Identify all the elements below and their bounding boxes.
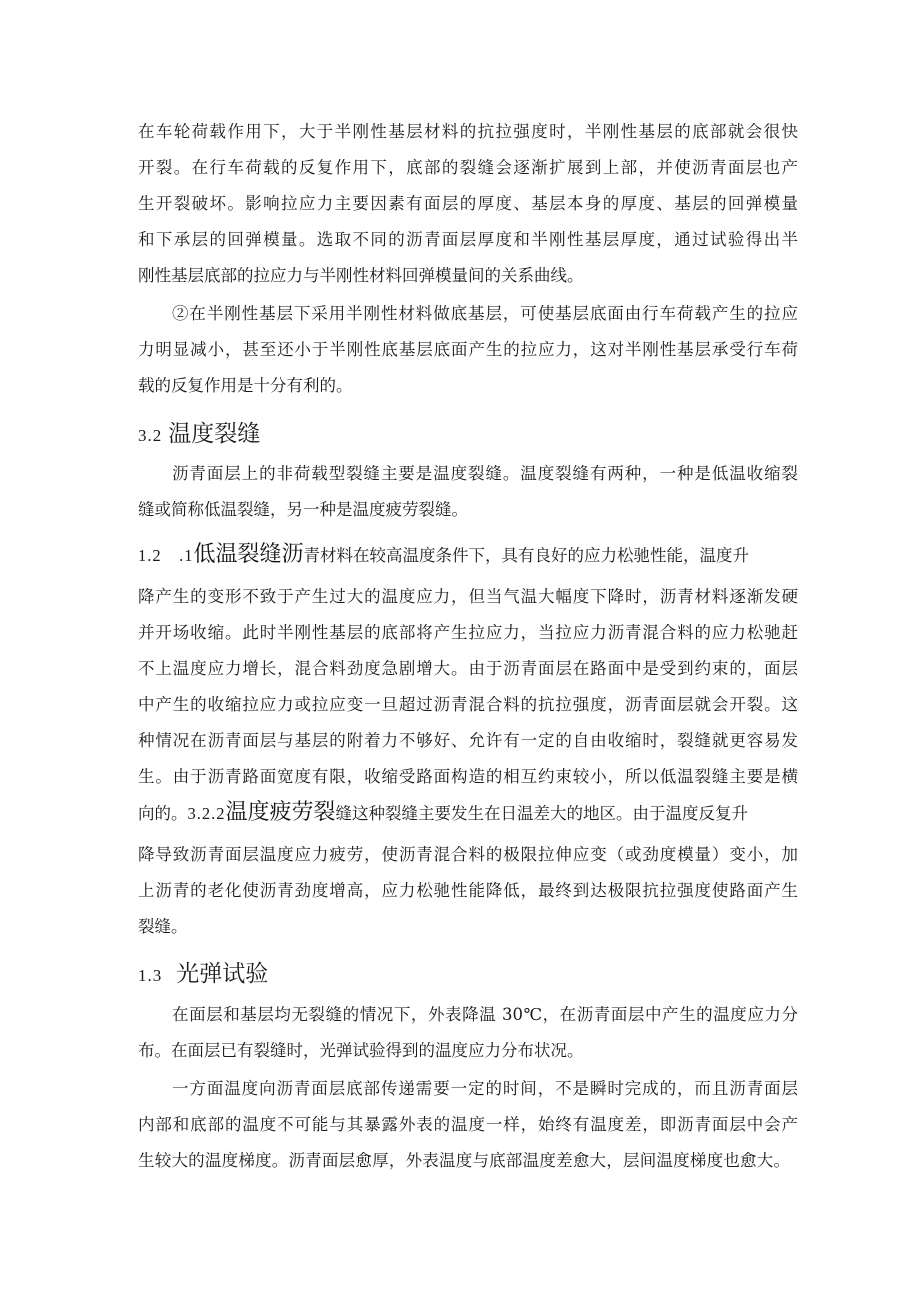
- paragraph-line: 内部和底部的温度不可能与其暴露外表的温度一样，始终有温度差，即沥青面层中会产: [138, 1115, 798, 1134]
- paragraph-line: 布。在面层已有裂缝时，光弹试验得到的温度应力分布状况。: [138, 1041, 584, 1060]
- paragraph-line: 沥青面层上的非荷载型裂缝主要是温度裂缝。温度裂缝有两种，一种是低温收缩裂: [172, 464, 798, 483]
- paragraph-line: 不上温度应力增长，混合料劲度急剧增大。由于沥青面层在路面中是受到约束的，面层: [138, 659, 798, 678]
- paragraph-line: ②在半刚性基层下采用半刚性材料做底基层，可使基层底面由行车荷载产生的拉应: [172, 304, 798, 323]
- subsection-number: 3.2.2: [187, 804, 226, 823]
- paragraph-line: 生较大的温度梯度。沥青面层愈厚，外表温度与底部温度差愈大，层间温度梯度也愈大。: [138, 1151, 790, 1170]
- inline-heading-line: [138, 541, 798, 570]
- section-number: 3.2: [138, 426, 163, 445]
- paragraph-text: 青材料在较高温度条件下，具有良好的应力松驰性能，温度升: [303, 546, 750, 565]
- subsection-title: 低温裂缝沥: [193, 542, 304, 567]
- paragraph-line: 和下承层的回弹模量。选取不同的沥青面层厚度和半刚性基层厚度，通过试验得出半: [138, 230, 798, 249]
- subsection-title: 温度疲劳裂: [225, 800, 336, 825]
- subsection-number: 1.2 .1: [138, 546, 194, 565]
- section-title: 温度裂缝: [168, 421, 261, 447]
- section-number: 1.3: [138, 966, 163, 985]
- paragraph-line: 在面层和基层均无裂缝的情况下，外表降温 30℃，在沥青面层中产生的温度应力分: [172, 1005, 798, 1024]
- paragraph-line: 种情况在沥青面层与基层的附着力不够好、允许有一定的自由收缩时，裂缝就更容易发: [138, 731, 798, 750]
- section-heading-3-2: [138, 420, 260, 450]
- paragraph-line: 上沥青的老化使沥青劲度增高，应力松驰性能降低，最终到达极限抗拉强度使路面产生: [138, 881, 798, 900]
- paragraph-line: 并开场收缩。此时半刚性基层的底部将产生拉应力，当拉应力沥青混合料的应力松驰赶: [138, 623, 798, 642]
- paragraph-line: 开裂。在行车荷载的反复作用下，底部的裂缝会逐渐扩展到上部，并使沥青面层也产: [138, 158, 798, 177]
- paragraph-line: 力明显减小，甚至还小于半刚性底基层底面产生的拉应力，这对半刚性基层承受行车荷: [138, 340, 798, 359]
- paragraph-line: 生。由于沥青路面宽度有限，收缩受路面构造的相互约束较小，所以低温裂缝主要是横: [138, 767, 798, 786]
- paragraph-text: 向的。: [138, 804, 188, 823]
- inline-heading-line: [138, 799, 798, 828]
- paragraph-line: 降产生的变形不致于产生过大的温度应力，但当气温大幅度下降时，沥青材料逐渐发硬: [138, 587, 798, 606]
- paragraph-line: 缝或简称低温裂缝，另一种是温度疲劳裂缝。: [138, 500, 468, 519]
- paragraph-line: 裂缝。: [138, 917, 188, 936]
- paragraph-line: 载的反复作用是十分有利的。: [138, 376, 353, 395]
- section-title: 光弹试验: [176, 961, 269, 987]
- section-heading-1-3: [138, 960, 268, 990]
- paragraph-line: 在车轮荷载作用下，大于半刚性基层材料的抗拉强度时，半刚性基层的底部就会很快: [138, 122, 798, 141]
- paragraph-line: 中产生的收缩拉应力或拉应变一旦超过沥青混合料的抗拉强度，沥青面层就会开裂。这: [138, 695, 798, 714]
- paragraph-line: 刚性基层底部的拉应力与半刚性材料回弹模量间的关系曲线。: [138, 266, 584, 285]
- paragraph-line: 生开裂破坏。影响拉应力主要因素有面层的厚度、基层本身的厚度、基层的回弹模量: [138, 194, 798, 213]
- paragraph-text: 缝这种裂缝主要发生在日温差大的地区。由于温度反复升: [335, 804, 749, 823]
- paragraph-line: 一方面温度向沥青面层底部传递需要一定的时间，不是瞬时完成的，而且沥青面层: [172, 1079, 798, 1098]
- paragraph-line: 降导致沥青面层温度应力疲劳，使沥青混合料的极限拉伸应变（或劲度模量）变小，加: [138, 845, 798, 864]
